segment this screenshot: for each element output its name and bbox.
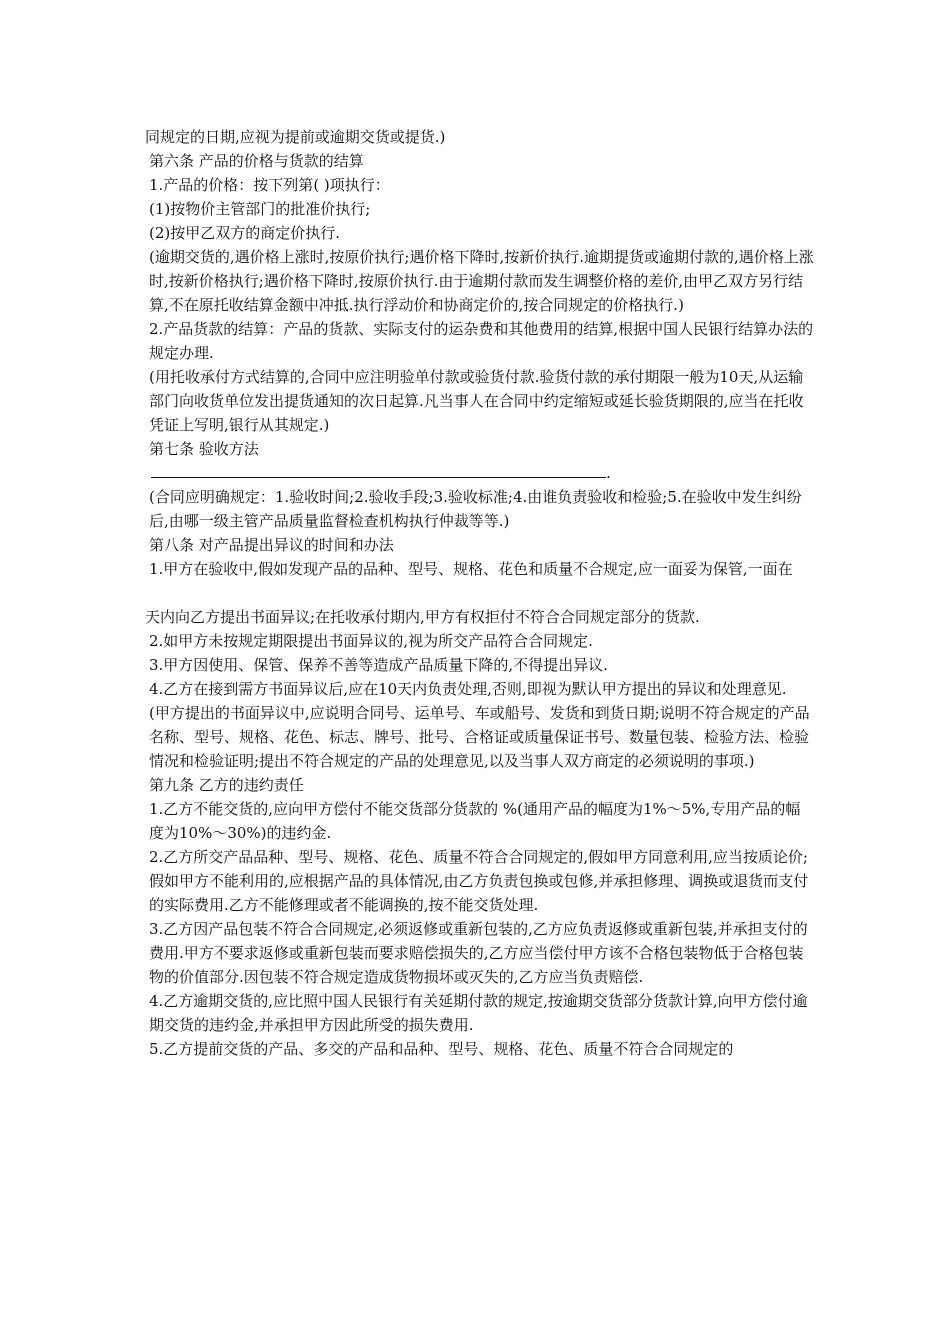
paragraph: (1)按物价主管部门的批准价执行;	[149, 200, 371, 218]
paragraph: (用托收承付方式结算的,合同中应注明验单付款或验货付款.验货付款的承付期限一般为10天,从运输部门向收货单位发出提货通知的次日起算.凡当事人在合同中约定缩短或延长验货期限的,应当在托收凭证上写明,银行从其规定.)	[149, 368, 804, 434]
period-mark: .	[606, 464, 611, 482]
paragraph: (合同应明确规定：1.验收时间;2.验收手段;3.验收标准;4.由谁负责验收和检验;5.在验收中发生纠纷后,由哪一级主管产品质量监督检查机构执行仲裁等等.)	[149, 488, 802, 530]
paragraph: 5.乙方提前交货的产品、多交的产品和品种、型号、规格、花色、质量不符合合同规定的	[149, 1040, 734, 1058]
section-heading-8: 第八条 对产品提出异议的时间和办法	[149, 536, 394, 554]
paragraph: 1.产品的价格：按下列第( )项执行：	[149, 176, 390, 194]
paragraph: 天内向乙方提出书面异议;在托收承付期内,甲方有权拒付不符合合同规定部分的货款.	[145, 608, 700, 626]
blank-fill-line	[145, 461, 815, 485]
section-heading-9: 第九条 乙方的违约责任	[149, 776, 304, 794]
paragraph: 4.乙方逾期交货的,应比照中国人民银行有关延期付款的规定,按逾期交货部分货款计算,向甲方偿付逾期交货的违约金,并承担甲方因此所受的损失费用.	[149, 992, 808, 1034]
document-body	[145, 125, 815, 1061]
blank-space	[145, 581, 815, 605]
paragraph: 3.甲方因使用、保管、保养不善等造成产品质量下降的,不得提出异议.	[149, 656, 608, 674]
paragraph: 1.甲方在验收中,假如发现产品的品种、型号、规格、花色和质量不合规定,应一面妥为保管,一面在	[149, 560, 793, 578]
section-heading-7: 第七条 验收方法	[149, 440, 259, 458]
paragraph: 2.产品货款的结算：产品的货款、实际支付的运杂费和其他费用的结算,根据中国人民银行结算办法的规定办理.	[149, 320, 814, 362]
paragraph: (甲方提出的书面异议中,应说明合同号、运单号、车或船号、发货和到货日期;说明不符合规定的产品名称、型号、规格、花色、标志、牌号、批号、合格证或质量保证书号、数量包装、检验方法、检验情况和检验证明;提出不符合规定的产品的处理意见,以及当事人双方商定的必须说明的事项.)	[149, 704, 810, 770]
paragraph: 1.乙方不能交货的,应向甲方偿付不能交货部分货款的 %(通用产品的幅度为1%～5%,专用产品的幅度为10%～30%)的违约金.	[149, 800, 801, 842]
paragraph: 4.乙方在接到需方书面异议后,应在10天内负责处理,否则,即视为默认甲方提出的异议和处理意见.	[149, 680, 787, 698]
section-heading-6: 第六条 产品的价格与货款的结算	[149, 152, 364, 170]
paragraph: 同规定的日期,应视为提前或逾期交货或提货.)	[145, 128, 446, 146]
underline-blank	[151, 463, 606, 478]
paragraph: 3.乙方因产品包装不符合合同规定,必须返修或重新包装的,乙方应负责返修或重新包装,并承担支付的费用.甲方不要求返修或重新包装而要求赔偿损失的,乙方应当偿付甲方该不合格包装物低于合格包装物的价值部分.因包装不符合规定造成货物损坏或灭失的,乙方应当负责赔偿.	[149, 920, 808, 986]
paragraph: (2)按甲乙双方的商定价执行.	[149, 224, 341, 242]
paragraph: 2.如甲方未按规定期限提出书面异议的,视为所交产品符合合同规定.	[149, 632, 593, 650]
paragraph: 2.乙方所交产品品种、型号、规格、花色、质量不符合合同规定的,假如甲方同意利用,应当按质论价;假如甲方不能利用的,应根据产品的具体情况,由乙方负责包换或包修,并承担修理、调换或退货而支付的实际费用.乙方不能修理或者不能调换的,按不能交货处理.	[149, 848, 809, 914]
paragraph: (逾期交货的,遇价格上涨时,按原价执行;遇价格下降时,按新价执行.逾期提货或逾期付款的,遇价格上涨时,按新价格执行;遇价格下降时,按原价执行.由于逾期付款而发生调整价格的差价,由甲乙双方另行结算,不在原托收结算金额中冲抵.执行浮动价和协商定价的,按合同规定的价格执行.)	[149, 248, 814, 314]
